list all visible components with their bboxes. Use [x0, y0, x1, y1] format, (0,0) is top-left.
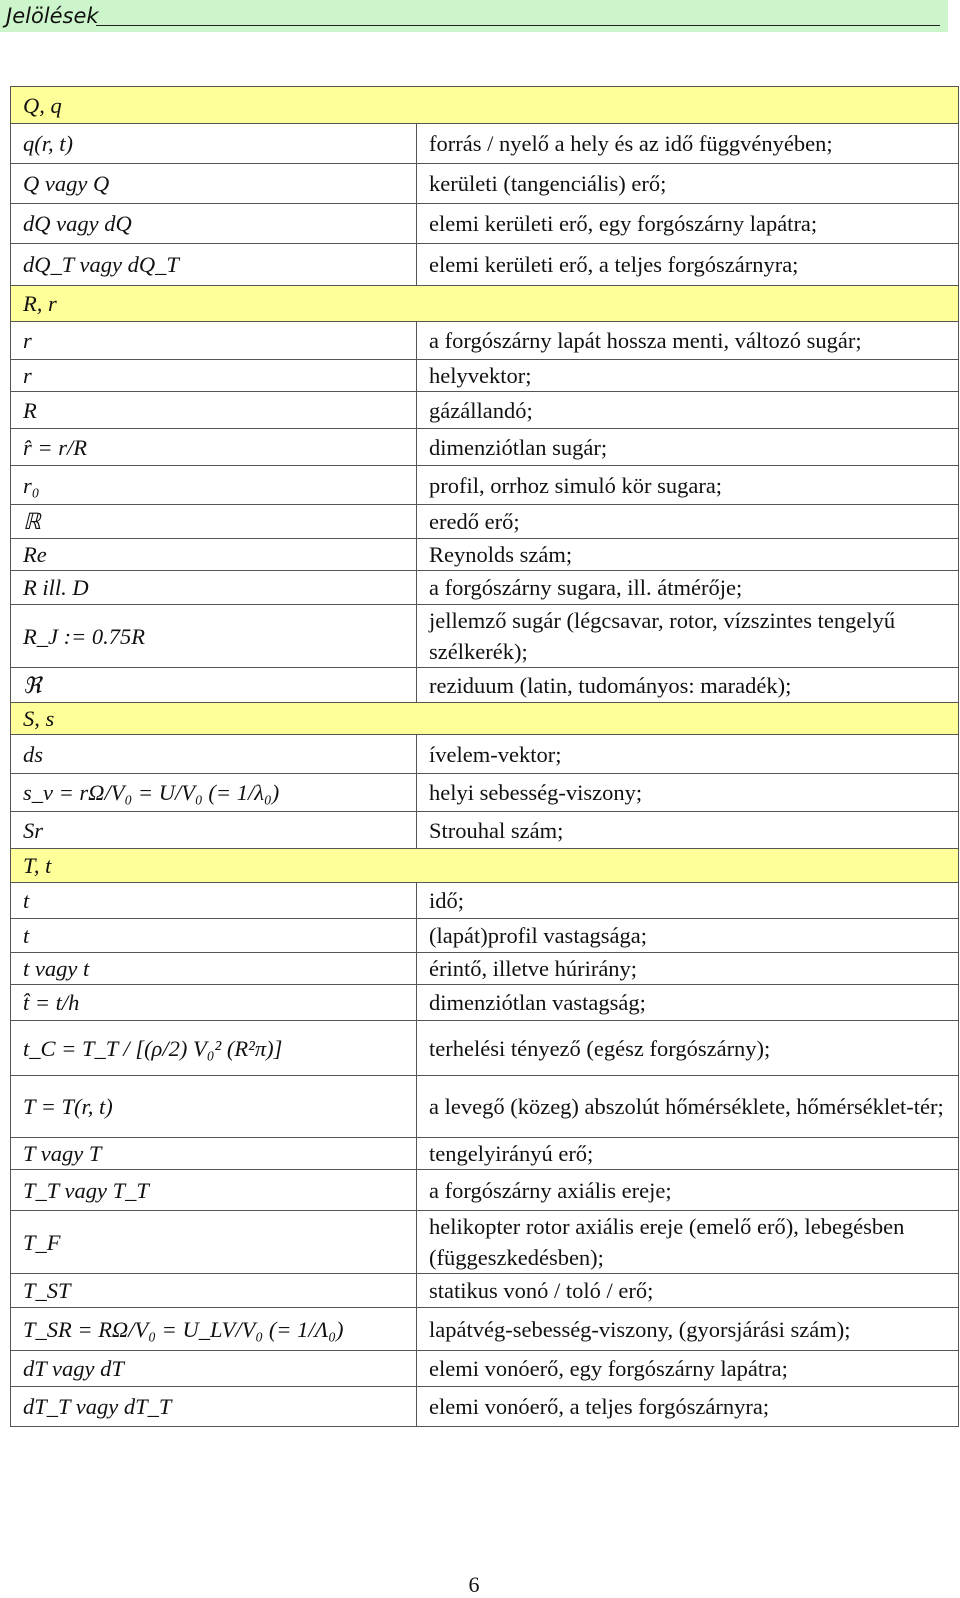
description-cell: forrás / nyelő a hely és az idő függvényében; [417, 124, 959, 164]
description-cell: statikus vonó / toló / erő; [417, 1274, 959, 1308]
symbol-cell: T_SR = RΩ/V₀ = U_LV/V₀ (= 1/Λ₀) [11, 1308, 417, 1351]
description-cell: elemi vonóerő, a teljes forgószárnyra; [417, 1387, 959, 1427]
symbol-row [11, 1021, 959, 1076]
symbol-cell: dQ_T vagy dQ_T [11, 244, 417, 286]
symbol-row [11, 322, 959, 360]
symbol-row [11, 668, 959, 703]
symbol-row [11, 505, 959, 539]
symbol-row [11, 244, 959, 286]
description-cell: helyi sebesség-viszony; [417, 774, 959, 812]
description-cell: reziduum (latin, tudományos: maradék); [417, 668, 959, 703]
symbol-cell: t_C = T_T / [(ρ/2) V₀² (R²π)] [11, 1021, 417, 1076]
symbol-cell: T_F [11, 1211, 417, 1274]
symbol-row [11, 919, 959, 953]
page-title: Jelölések [6, 4, 99, 28]
symbol-cell: Re [11, 539, 417, 571]
symbol-row [11, 571, 959, 605]
symbol-cell: dT_T vagy dT_T [11, 1387, 417, 1427]
page-number: 6 [468, 1572, 480, 1597]
description-cell: érintő, illetve húrirány; [417, 953, 959, 985]
symbol-cell: r [11, 360, 417, 392]
symbol-cell: ℝ [11, 505, 417, 539]
description-cell: elemi vonóerő, egy forgószárny lapátra; [417, 1351, 959, 1387]
description-cell: a forgószárny lapát hossza menti, változó sugár; [417, 322, 959, 360]
symbol-cell: T = T(r, t) [11, 1076, 417, 1138]
group-symbol: R, r [11, 286, 959, 322]
description-cell: elemi kerületi erő, a teljes forgószárnyra; [417, 244, 959, 286]
symbol-row [11, 429, 959, 466]
group-symbol: T, t [11, 849, 959, 883]
description-cell: jellemző sugár (légcsavar, rotor, vízszintes tengelyű szélkerék); [417, 605, 959, 668]
symbol-row [11, 985, 959, 1021]
symbol-cell: s_v = rΩ/V₀ = U/V₀ (= 1/λ₀) [11, 774, 417, 812]
symbol-row [11, 774, 959, 812]
description-cell: kerületi (tangenciális) erő; [417, 164, 959, 204]
symbol-cell: t [11, 883, 417, 919]
group-symbol: Q, q [11, 87, 959, 124]
title-underline [96, 25, 940, 26]
symbol-row [11, 466, 959, 505]
group-header-row [11, 286, 959, 322]
symbol-row [11, 1274, 959, 1308]
group-header-row [11, 703, 959, 735]
symbol-cell: Q vagy Q [11, 164, 417, 204]
description-cell: tengelyirányú erő; [417, 1138, 959, 1170]
symbol-row [11, 539, 959, 571]
symbol-row [11, 124, 959, 164]
symbol-row [11, 1138, 959, 1170]
description-cell: profil, orrhoz simuló kör sugara; [417, 466, 959, 505]
group-header-row [11, 87, 959, 124]
symbol-cell: T_ST [11, 1274, 417, 1308]
symbol-row [11, 1387, 959, 1427]
header-bar [0, 0, 948, 32]
symbol-cell: r̂ = r/R [11, 429, 417, 466]
symbol-cell: dT vagy dT [11, 1351, 417, 1387]
description-cell: helyvektor; [417, 360, 959, 392]
symbol-cell: R [11, 392, 417, 429]
description-cell: a forgószárny axiális ereje; [417, 1170, 959, 1211]
symbol-cell: t [11, 919, 417, 953]
symbol-row [11, 735, 959, 774]
symbol-row [11, 164, 959, 204]
description-cell: gázállandó; [417, 392, 959, 429]
symbol-row [11, 812, 959, 849]
description-cell: ívelem-vektor; [417, 735, 959, 774]
description-cell: (lapát)profil vastagsága; [417, 919, 959, 953]
symbol-row [11, 1308, 959, 1351]
description-cell: Strouhal szám; [417, 812, 959, 849]
description-cell: a levegő (közeg) abszolút hőmérséklete, hőmérséklet-tér; [417, 1076, 959, 1138]
symbol-row [11, 1211, 959, 1274]
description-cell: Reynolds szám; [417, 539, 959, 571]
symbol-cell: ℜ [11, 668, 417, 703]
symbol-row [11, 953, 959, 985]
symbol-cell: R_J := 0.75R [11, 605, 417, 668]
group-symbol: S, s [11, 703, 959, 735]
group-header-row [11, 849, 959, 883]
symbol-row [11, 204, 959, 244]
symbol-row [11, 1351, 959, 1387]
description-cell: lapátvég-sebesség-viszony, (gyorsjárási szám); [417, 1308, 959, 1351]
description-cell: terhelési tényező (egész forgószárny); [417, 1021, 959, 1076]
symbol-cell: r [11, 322, 417, 360]
symbol-cell: Sr [11, 812, 417, 849]
symbol-row [11, 883, 959, 919]
symbol-row [11, 1170, 959, 1211]
symbol-table [10, 86, 959, 1427]
symbol-cell: t̂ = t/h [11, 985, 417, 1021]
symbol-cell: r₀ [11, 466, 417, 505]
symbol-row [11, 1076, 959, 1138]
description-cell: dimenziótlan sugár; [417, 429, 959, 466]
description-cell: dimenziótlan vastagság; [417, 985, 959, 1021]
description-cell: idő; [417, 883, 959, 919]
symbol-row [11, 605, 959, 668]
description-cell: elemi kerületi erő, egy forgószárny lapátra; [417, 204, 959, 244]
symbol-cell: T_T vagy T_T [11, 1170, 417, 1211]
symbol-cell: t vagy t [11, 953, 417, 985]
description-cell: eredő erő; [417, 505, 959, 539]
symbol-cell: q(r, t) [11, 124, 417, 164]
symbol-cell: R ill. D [11, 571, 417, 605]
symbol-row [11, 360, 959, 392]
symbol-cell: T vagy T [11, 1138, 417, 1170]
symbol-row [11, 392, 959, 429]
description-cell: helikopter rotor axiális ereje (emelő erő), lebegésben (függeszkedésben); [417, 1211, 959, 1274]
description-cell: a forgószárny sugara, ill. átmérője; [417, 571, 959, 605]
symbol-cell: dQ vagy dQ [11, 204, 417, 244]
symbol-cell: ds [11, 735, 417, 774]
